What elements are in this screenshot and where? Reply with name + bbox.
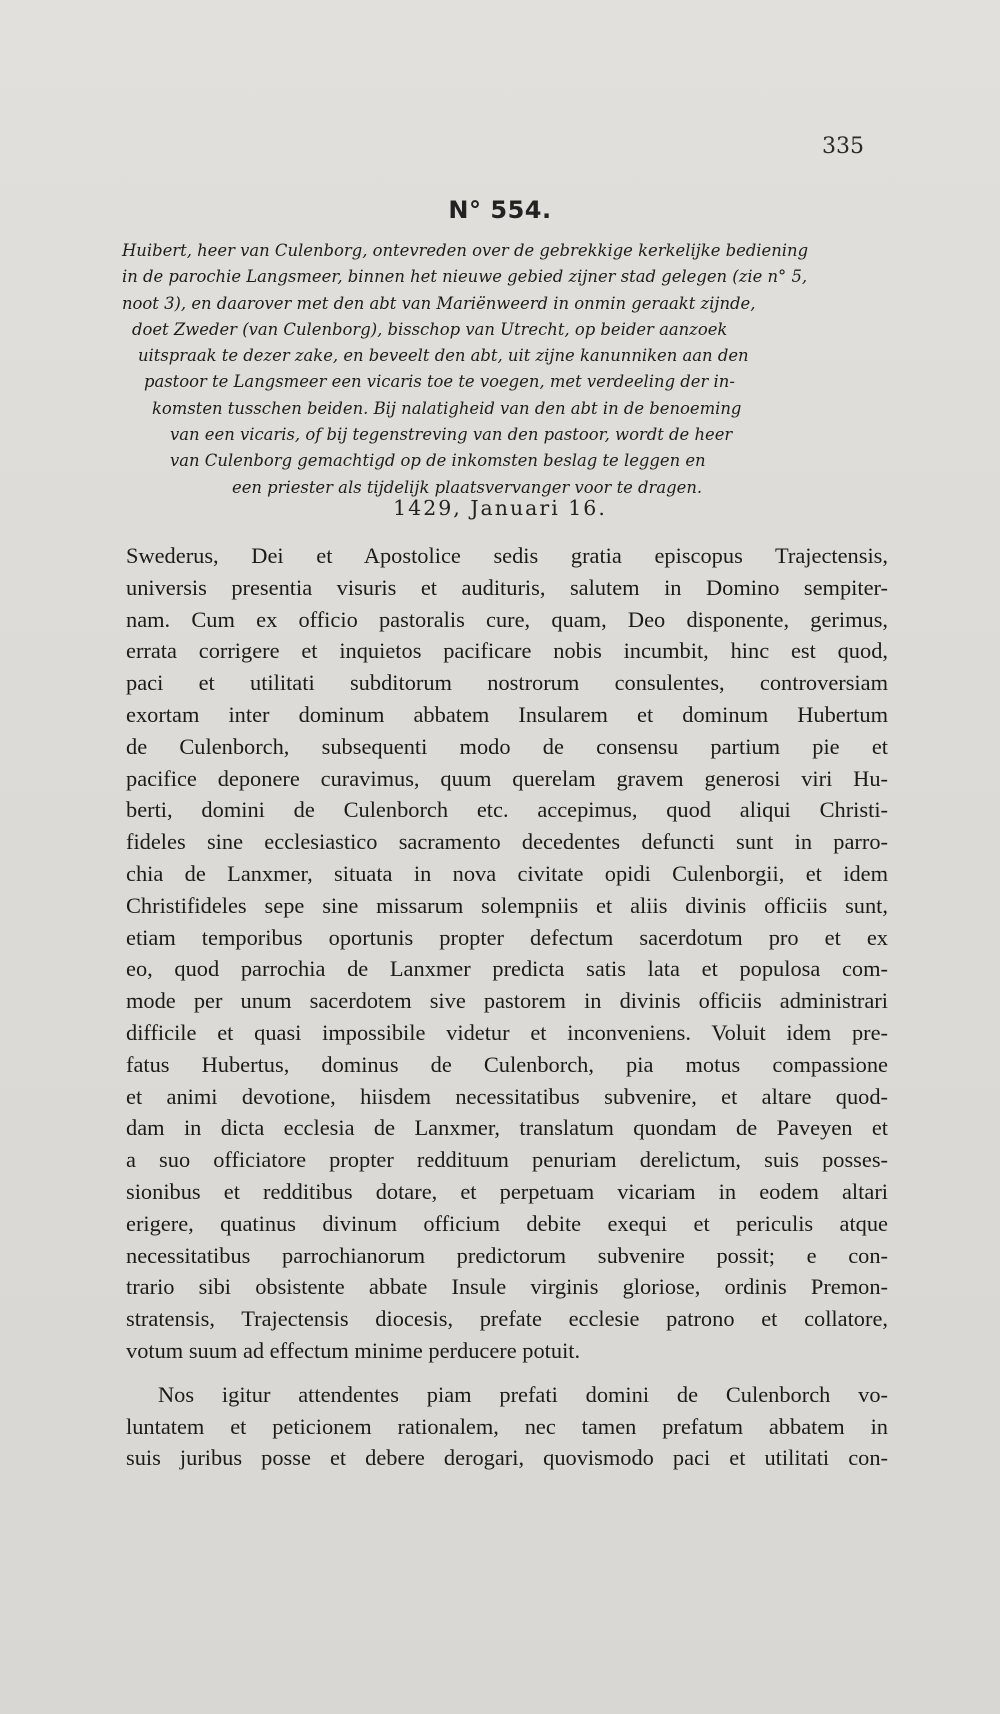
text-line: errata corrigere et inquietos pacificare nobis incumbit, hinc est quod,	[126, 638, 888, 664]
text-line: trario sibi obsistente abbate Insule virginis gloriose, ordinis Premon-	[126, 1274, 888, 1300]
summary-line: van Culenborg gemachtigd op de inkomsten beslag te leggen en	[170, 451, 706, 471]
text-line: eo, quod parrochia de Lanxmer predicta satis lata et populosa com-	[126, 956, 888, 982]
summary-line: komsten tusschen beiden. Bij nalatigheid van den abt in de benoeming	[152, 398, 742, 418]
paragraph-2	[126, 1379, 888, 1474]
regest-summary	[122, 238, 884, 501]
text-line: berti, domini de Culenborch etc. accepimus, quod aliqui Christi-	[126, 797, 888, 823]
text-line: Christifideles sepe sine missarum solempniis et aliis divinis officiis sunt,	[126, 892, 888, 918]
text-line: de Culenborch, subsequenti modo de consensu partium pie et	[126, 733, 888, 759]
text-line: Nos igitur attendentes piam prefati domini de Culenborch vo-	[158, 1381, 888, 1407]
text-line: etiam temporibus oportunis propter defectum sacerdotum pro et ex	[126, 924, 888, 950]
text-line: universis presentia visuris et audituris, salutem in Domino sempiter-	[126, 574, 888, 600]
text-line: et animi devotione, hiisdem necessitatibus subvenire, et altare quod-	[126, 1083, 888, 1109]
summary-line: pastoor te Langsmeer een vicaris toe te voegen, met verdeeling der in-	[144, 372, 735, 392]
charter-text	[126, 540, 888, 1474]
text-line: exortam inter dominum abbatem Insularem et dominum Hubertum	[126, 701, 888, 727]
text-line: pacifice deponere curavimus, quum querelam gravem generosi viri Hu-	[126, 765, 888, 791]
text-line: suis juribus posse et debere derogari, quovismodo paci et utilitati con-	[126, 1445, 888, 1471]
document-date: 1429, Januari 16.	[393, 496, 607, 520]
text-line: paci et utilitati subditorum nostrorum consulentes, controversiam	[126, 670, 888, 696]
text-line: erigere, quatinus divinum officium debite exequi et periculis atque	[126, 1210, 888, 1236]
summary-line: een priester als tijdelijk plaatsvervanger voor te dragen.	[232, 477, 703, 497]
paragraph-1	[126, 540, 888, 1367]
summary-line: doet Zweder (van Culenborg), bisschop van Utrecht, op beider aanzoek	[132, 319, 728, 339]
summary-line: in de parochie Langsmeer, binnen het nieuwe gebied zijner stad gelegen (zie n° 5,	[122, 267, 808, 287]
text-line: sionibus et redditibus dotare, et perpetuam vicariam in eodem altari	[126, 1178, 888, 1204]
text-line: luntatem et peticionem rationalem, nec tamen prefatum abbatem in	[126, 1413, 888, 1439]
text-line: a suo officiatore propter reddituum penuriam derelictum, suis posses-	[126, 1147, 888, 1173]
text-line: dam in dicta ecclesia de Lanxmer, translatum quondam de Paveyen et	[126, 1115, 888, 1141]
text-line: nam. Cum ex officio pastoralis cure, quam, Deo disponente, gerimus,	[126, 606, 888, 632]
text-line: necessitatibus parrochianorum predictorum subvenire possit; e con-	[126, 1242, 888, 1268]
text-line: votum suum ad effectum minime perducere potuit.	[126, 1337, 581, 1363]
summary-line: uitspraak te dezer zake, en beveelt den abt, uit zijne kanunniken aan den	[138, 346, 749, 366]
text-line: chia de Lanxmer, situata in nova civitate opidi Culenborgii, et idem	[126, 860, 888, 886]
summary-line: Huibert, heer van Culenborg, ontevreden over de gebrekkige kerkelijke bediening	[122, 241, 809, 260]
page-number: 335	[822, 134, 864, 159]
summary-line: van een vicaris, of bij tegenstreving van den pastoor, wordt de heer	[170, 425, 733, 445]
text-line: stratensis, Trajectensis diocesis, prefate ecclesie patrono et collatore,	[126, 1306, 888, 1332]
text-line: Swederus, Dei et Apostolice sedis gratia episcopus Trajectensis,	[126, 543, 888, 568]
text-line: mode per unum sacerdotem sive pastorem in divinis officiis administrari	[126, 988, 888, 1014]
summary-line: noot 3), en daarover met den abt van Mariënweerd in onmin geraakt zijnde,	[122, 293, 756, 313]
text-line: difficile et quasi impossibile videtur et inconveniens. Voluit idem pre-	[126, 1019, 888, 1045]
text-line: fideles sine ecclesiastico sacramento decedentes defuncti sunt in parro-	[126, 829, 888, 855]
document-number: N° 554.	[448, 196, 552, 224]
text-line: fatus Hubertus, dominus de Culenborch, pia motus compassione	[126, 1051, 888, 1077]
paragraph-gap	[126, 1367, 888, 1379]
